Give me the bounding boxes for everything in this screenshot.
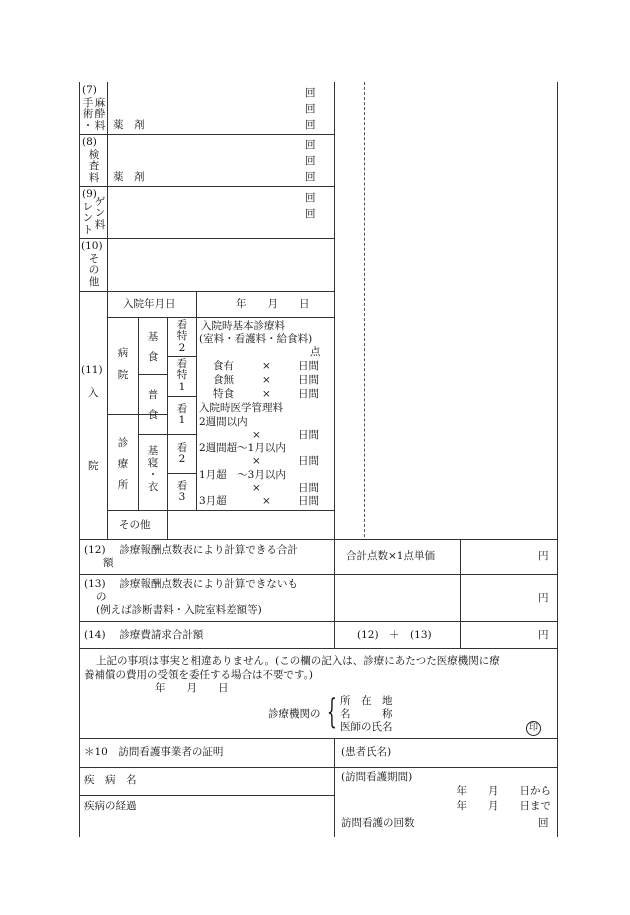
declaration-line2: 養補償の費用の受領を委任する場合は不要です。) [84, 669, 314, 681]
visiting-title: ＊10 訪問看護事業者の証明 [84, 746, 224, 758]
meal-row-3-unit: 日間 [298, 388, 319, 400]
institution-brace: { [327, 692, 337, 732]
disease-course-label: 疾病の経過 [84, 800, 137, 812]
row11-kishin-top [138, 434, 167, 435]
row8-label: 検 査 料 [88, 149, 100, 184]
row11-meal-divider [167, 317, 168, 539]
visiting-period-label: (訪問看護期間) [341, 771, 413, 783]
institution-address: 所 在 地 [340, 695, 393, 707]
visiting-period-from: 年 月 日から [456, 785, 551, 797]
row13-yen: 円 [538, 592, 549, 604]
row9-label: レ ン ト [82, 201, 94, 236]
period-2-x: × [252, 455, 261, 467]
meal-row-2-x: × [262, 374, 271, 386]
row11-date-bottom [107, 317, 334, 318]
row7-bottom [79, 134, 334, 135]
amount-divider-2 [460, 539, 461, 648]
visit-count-unit: 回 [538, 817, 549, 829]
form-right-border [557, 82, 558, 837]
patient-name-label: (患者氏名) [341, 746, 392, 758]
row7-label2: 麻 酔 料 [94, 97, 106, 132]
period-3-x: × [252, 482, 261, 494]
row8-bottom [79, 186, 334, 187]
row7-times-2: 回 [305, 103, 316, 115]
meal-row-3-x: × [262, 388, 271, 400]
doctor-name: 医師の氏名 [340, 721, 393, 733]
meal-row-2-label: 食無 [213, 374, 234, 386]
row11-number: (11) [81, 364, 103, 376]
row13-top [79, 574, 557, 575]
row7-drug: 薬 剤 [113, 119, 145, 131]
row11-kijun-bottom [138, 374, 167, 375]
row11-label-top: 入 [88, 387, 99, 399]
row9-bottom [79, 238, 334, 239]
row12-top [79, 539, 557, 540]
period-1-unit: 日間 [298, 429, 319, 441]
futsu-meal-label: 普 食 [147, 389, 159, 421]
nursing-3: 看 3 [176, 480, 188, 504]
row7-times-3: 回 [305, 119, 316, 131]
period-3-label: 1月超 ～3月以内 [199, 469, 286, 481]
kijun-meal-label: 基 食 [147, 331, 159, 363]
period-2-unit: 日間 [298, 455, 319, 467]
dashed-column-divider [364, 82, 365, 537]
row9-times-2: 回 [305, 208, 316, 220]
form-left-border [79, 82, 80, 837]
amount-divider-1 [334, 539, 335, 648]
meal-row-1-x: × [262, 360, 271, 372]
admission-date-value: 年 月 日 [236, 298, 310, 310]
declaration-date: 年 月 日 [155, 682, 229, 694]
row13-line2: の [96, 591, 107, 603]
basic-fee-detail: (室料・看護料・給食料) [199, 333, 313, 345]
row11-kan1-bottom [167, 356, 196, 357]
disease-top [79, 767, 557, 768]
disease-name-label: 疾 病 名 [84, 774, 137, 786]
admission-date-label: 入院年月日 [123, 298, 176, 310]
row11-kan2-bottom [167, 396, 196, 397]
row9-label2: ゲ ン 料 [94, 196, 106, 231]
institution-label: 診療機関の [268, 708, 321, 720]
row13-line1: (13) 診療報酬点数表により計算できないも [84, 578, 298, 590]
row11-label-bottom: 院 [88, 460, 99, 472]
meal-row-1-unit: 日間 [298, 360, 319, 372]
row7-number: (7) [82, 84, 97, 96]
row11-kan3-bottom [167, 434, 196, 435]
institution-name: 名 称 [340, 708, 393, 720]
course-top [79, 795, 334, 796]
row14-yen: 円 [538, 629, 549, 641]
clinic-label: 診 療 所 [117, 437, 129, 491]
nursing-special-1: 看 特 1 [176, 358, 188, 393]
row11-main-bottom [107, 510, 334, 511]
row8-times-3: 回 [305, 171, 316, 183]
nursing-special-2: 看 特 2 [176, 319, 188, 354]
row7-label: 手 術 ・ [82, 97, 94, 132]
row8-times-1: 回 [305, 139, 316, 151]
row8-times-2: 回 [305, 155, 316, 167]
hospital-label: 病 院 [117, 347, 129, 382]
row13-line3: (例えば診断書料・入院室料差額等) [96, 604, 262, 616]
label-column-divider [107, 82, 108, 540]
over-3-months-unit: 日間 [298, 495, 319, 507]
nursing-2: 看 2 [176, 442, 188, 466]
row10-number: (10) [81, 240, 103, 252]
nursing-1: 看 1 [176, 403, 188, 427]
declaration-line1: 上記の事項は事実と相違ありません。(この欄の記入は、診療にあたつた医療機関に療 [96, 655, 500, 667]
declaration-top [79, 648, 557, 649]
meal-row-1-label: 食有 [213, 360, 234, 372]
row11-date-divider [196, 291, 197, 317]
row8-drug: 薬 剤 [113, 171, 145, 183]
visiting-divider [334, 738, 335, 837]
row12-line2: 額 [103, 557, 114, 569]
meal-row-3-label: 特食 [213, 388, 234, 400]
over-3-months-x: × [262, 495, 271, 507]
visiting-period-to: 年 月 日まで [456, 800, 551, 812]
over-3-months-label: 3月超 [199, 495, 227, 507]
row12-calc: 合計点数×1点単価 [346, 550, 435, 562]
basic-fee-points: 点 [310, 346, 321, 358]
meal-row-2-unit: 日間 [298, 374, 319, 386]
row11-other: その他 [119, 519, 151, 531]
visit-count-label: 訪問看護の回数 [341, 817, 415, 829]
seal-icon: 印 [526, 721, 541, 736]
row14-label: (14) 診療費請求合計額 [84, 629, 204, 641]
row7-times-1: 回 [305, 87, 316, 99]
row11-kan4-bottom [167, 473, 196, 474]
row12-yen: 円 [538, 550, 549, 562]
basic-fee-title: 入院時基本診療料 [201, 320, 285, 332]
row10-bottom [79, 291, 334, 292]
period-3-unit: 日間 [298, 482, 319, 494]
medical-management-title: 入院時医学管理料 [199, 402, 283, 414]
row9-times-1: 回 [305, 192, 316, 204]
row14-top [79, 621, 557, 622]
period-1-x: × [252, 429, 261, 441]
row12-line1: (12) 診療報酬点数表により計算できる合計 [84, 544, 298, 556]
row9-number: (9) [82, 188, 97, 200]
row8-number: (8) [82, 136, 97, 148]
period-2-label: 2週間超～1月以内 [199, 442, 286, 454]
main-column-divider [334, 82, 335, 540]
visiting-top [79, 738, 557, 739]
row14-calc: (12) ＋ (13) [357, 629, 432, 641]
row11-kan-divider [196, 317, 197, 510]
period-1-label: 2週間以内 [199, 416, 248, 428]
bedding-label: 基 寝 ・ 衣 [147, 445, 159, 494]
row10-label: そ の 他 [88, 253, 100, 288]
